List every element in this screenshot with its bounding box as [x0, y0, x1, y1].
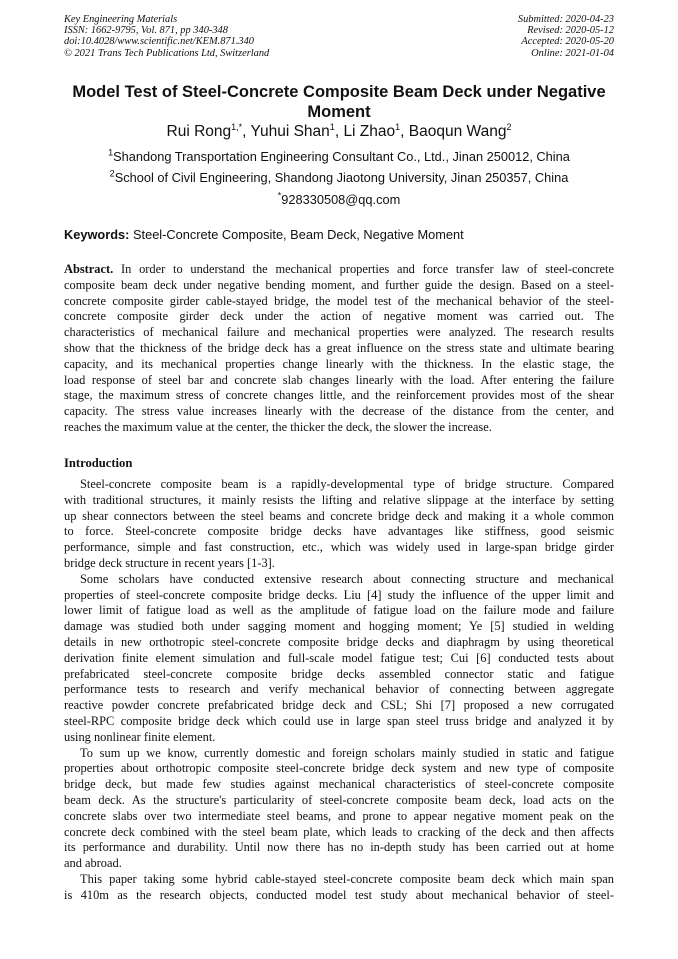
abstract-line-text: characteristics of mechanical failure and mechanical properties were analyzed. The research results [64, 325, 614, 340]
author-name: Baoqun Wang [408, 123, 507, 140]
keywords-label: Keywords: [64, 227, 130, 242]
abstract-line [64, 341, 614, 357]
abstract-line [64, 420, 614, 436]
abstract-line [64, 404, 614, 420]
section-heading-introduction: Introduction [64, 456, 133, 470]
abstract-label: Abstract. [64, 262, 114, 276]
introduction-body [64, 477, 614, 904]
author-affiliation-mark: 1 [395, 121, 401, 132]
abstract-line [64, 262, 614, 278]
author-name: Yuhui Shan [250, 123, 330, 140]
publication-dates [518, 14, 614, 59]
author-name: Rui Rong [166, 123, 232, 140]
paragraph-line: beam deck. As the structure's particularity of steel-concrete composite beam deck, load acts on the [64, 792, 614, 807]
paragraph-line: concrete slabs over two intermediate steel beams, and prone to appear negative moment peak on the [64, 808, 614, 823]
abstract-line [64, 309, 614, 325]
paragraph-line: bridge deck structure in recent years [1-3]. [64, 555, 275, 570]
paragraph-line: prefabricated steel-concrete composite bridge decks assembled connector static and fatigue [64, 666, 614, 681]
paragraph-line: properties about orthotropic composite steel-concrete bridge deck system and new type of composite [64, 761, 614, 776]
abstract-line [64, 294, 614, 310]
date-revised: Revised: 2020-05-12 [527, 25, 614, 37]
journal-doi: doi:10.4028/www.scientific.net/KEM.871.340 [64, 36, 254, 48]
abstract-line-text: show that the thickness of the bridge deck has a great influence on the stress state and ultimate bearing [64, 340, 614, 355]
abstract-line-text: stage, the maximum stress of concrete changes little, and the reinforcement provides most of the shear [64, 388, 614, 403]
keywords-text: Steel-Concrete Composite, Beam Deck, Negative Moment [132, 227, 464, 242]
abstract-line-text: concrete composite girder cable-stayed bridge, the model test of the mechanical behavior of the steel- [64, 293, 614, 308]
keywords [64, 227, 464, 242]
abstract-line-text: capacity. The stress value increases linearly with the decrease of the distance from the center, and [64, 404, 614, 419]
date-accepted: Accepted: 2020-05-20 [521, 36, 614, 48]
paragraph-line: To sum up we know, currently domestic and foreign scholars mainly studied in static and fatigue [80, 745, 614, 760]
author-list: Rui Rong$^{1,*}$, Yuhui Shan$^1$, Li Zhao$^1$, Baoqun Wang$^2$ [166, 121, 512, 140]
paragraph-line: and abroad. [64, 856, 122, 871]
journal-info [64, 14, 269, 59]
paragraph-line: performance tests to research and verify mechanical behavior of connecting between aggregate [64, 682, 614, 697]
paragraph-line: details in new orthotropic steel-concrete composite bridge decks and diaphragm by using theoretical [64, 634, 614, 649]
author-affiliation-mark: 2 [506, 121, 512, 132]
paragraph-line: lower limit of fatigue load as well as the amplitude of fatigue load on the failure mode and failure [64, 603, 614, 618]
paragraph-line: is 410m as the research objects, conducted model test study about mechanical behavior of steel- [64, 887, 614, 902]
email-address: 928330508@qq.com [281, 192, 401, 207]
paragraph [64, 572, 614, 746]
paragraph-line: performance, simple and fast construction, etc., which was widely used in large-span bridge girder [64, 540, 614, 555]
paragraph-line: to force. Steel-concrete composite bridge decks have advantages like stiffness, good seismic [64, 524, 614, 539]
paragraph [64, 477, 614, 572]
abstract-line-text: capacity, and its mechanical properties change linearly with the thickness. In the elastic stage, the [64, 356, 614, 371]
affiliation-mark: 1 [108, 147, 114, 158]
abstract-line [64, 373, 614, 389]
paragraph-line: damage was studied both under sagging moment and hogging moment; Ye [5] studied in welding [64, 619, 614, 634]
corresponding-email [0, 192, 678, 207]
abstract-line [64, 388, 614, 404]
abstract-line [64, 278, 614, 294]
journal-issn: ISSN: 1662-9795, Vol. 871, pp 340-348 [64, 25, 228, 37]
paragraph-line: This paper taking some hybrid cable-stayed steel-concrete composite beam deck which main span [80, 871, 614, 886]
abstract-line [64, 325, 614, 341]
paragraph-line: properties of steel-concrete composite bridge decks. Liu [4] study the influence of the upper limit and [64, 587, 614, 602]
affiliation-text: School of Civil Engineering, Shandong Jiaotong University, Jinan 250357, China [114, 170, 569, 185]
abstract-line-text: load response of steel bar and concrete slab changes linearly with the load. After entering the failure [64, 372, 614, 387]
paragraph-line: reactive powder concrete prefabricated bridge deck and CSL; Shi [7] proposed a new corrugated [64, 698, 614, 713]
abstract-line-text: reaches the maximum value at the center, the thicker the deck, the slower the increase. [64, 419, 492, 434]
affiliation [0, 170, 678, 185]
paragraph-line: concrete deck combined with the steel beam plate, which leads to cracking of the deck and then affects [64, 824, 614, 839]
paragraph-line: derivation finite element simulation and full-scale model fatigue test; Cui [6] conducted tests about [64, 650, 614, 665]
abstract-line [64, 357, 614, 373]
author-name: Li Zhao [343, 123, 396, 140]
author-affiliation-mark: 1 [329, 121, 335, 132]
paragraph-line: with traditional structures, it mainly resists the lifting and relative slippage at the interface by setting [64, 492, 614, 507]
paragraph [64, 872, 614, 904]
paragraph-line: using nonlinear finite element. [64, 729, 216, 744]
paragraph-line: bridge deck, but made few studies against mechanical characteristics of steel-concrete composite [64, 777, 614, 792]
abstract-line-text: concrete composite girder deck under the action of negative moment was carried out. The [64, 309, 614, 324]
paragraph-line: up shear connectors between the steel beams and concrete bridge deck and making it a whole common [64, 508, 614, 523]
paragraph-line: Steel-concrete composite beam is a rapidly-developmental type of bridge structure. Compared [80, 477, 614, 491]
date-online: Online: 2021-01-04 [531, 47, 614, 59]
journal-copyright: © 2021 Trans Tech Publications Ltd, Switzerland [64, 47, 270, 59]
corresponding-mark: * [277, 190, 282, 201]
author-affiliation-mark: 1,* [231, 121, 243, 132]
affiliation-mark: 2 [109, 168, 115, 179]
date-submitted: Submitted: 2020-04-23 [517, 14, 614, 25]
paper-title: Model Test of Steel-Concrete Composite Beam Deck under Negative Moment [72, 83, 606, 121]
paragraph-line: steel-RPC composite bridge deck which could use in large span steel truss bridge and analyzed it by [64, 713, 614, 728]
abstract [64, 262, 614, 436]
paragraph [64, 746, 614, 872]
journal-name: Key Engineering Materials [64, 14, 178, 25]
paragraph-line: its performance and durability. Until now there has no in-depth study has been carried out at home [64, 840, 614, 855]
affiliation [0, 149, 678, 164]
affiliation-text: Shandong Transportation Engineering Consultant Co., Ltd., Jinan 250012, China [113, 149, 570, 164]
paragraph-line: Some scholars have conducted extensive research about connecting structure and mechanical [80, 571, 614, 586]
abstract-line-text: In order to understand the mechanical properties and force transfer law of steel-concrete [113, 262, 614, 276]
abstract-line-text: composite beam deck under negative bending moment, and further guide the design. Based on a steel- [64, 277, 614, 292]
